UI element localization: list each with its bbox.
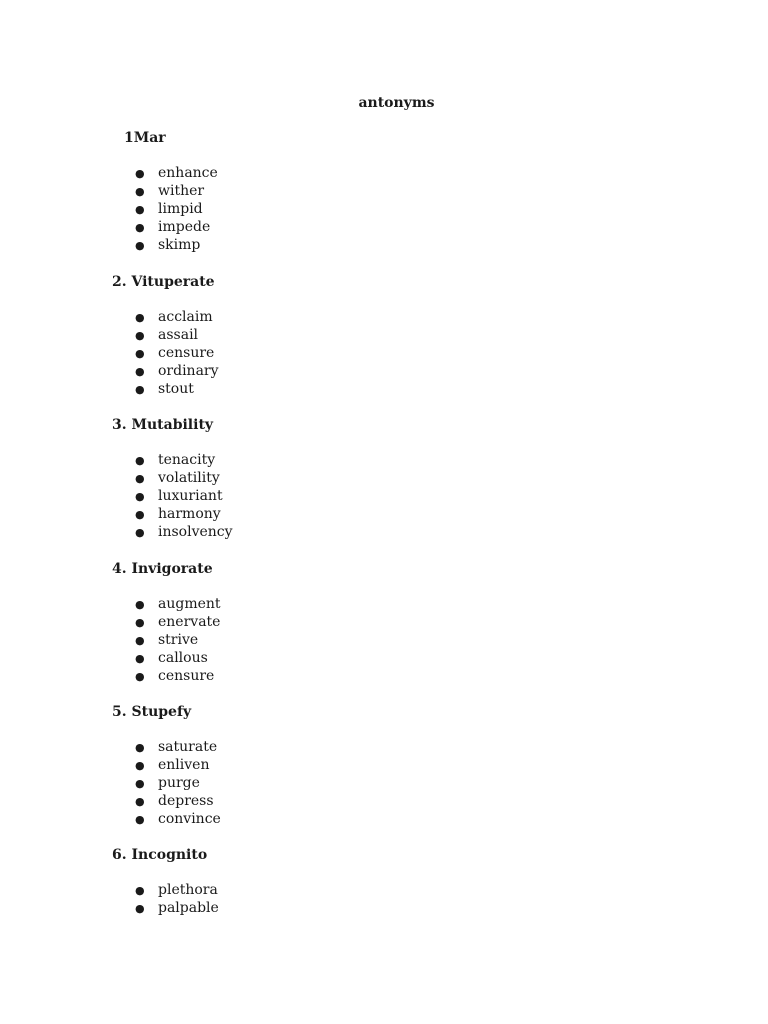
bullet: ●: [135, 346, 145, 360]
option-text: palpable: [158, 899, 219, 916]
bullet: ●: [135, 364, 145, 378]
bullet: ●: [135, 884, 145, 897]
option-text: censure: [158, 667, 215, 684]
bullet: ●: [135, 167, 145, 180]
option-text: insolvency: [158, 523, 233, 540]
bullet: ●: [135, 615, 145, 629]
option-text: augment: [158, 596, 221, 612]
option-text: volatility: [158, 469, 220, 486]
bullet: ●: [135, 812, 145, 826]
option-text: stout: [158, 380, 194, 397]
option-text: convince: [158, 810, 221, 827]
option-text: skimp: [158, 236, 201, 253]
question-heading-4: 4. Invigorate: [112, 561, 213, 577]
option-text: limpid: [158, 200, 203, 217]
bullet: ●: [135, 489, 145, 503]
option-text: ordinary: [158, 362, 219, 379]
option-text: purge: [158, 774, 200, 791]
option-text: harmony: [158, 505, 221, 522]
bullet: ●: [135, 525, 145, 539]
question-heading-1: 1Mar: [124, 130, 166, 146]
option-text: assail: [158, 326, 199, 343]
bullet: ●: [135, 238, 145, 252]
bullet: ●: [135, 901, 145, 915]
bullet: ●: [135, 651, 145, 665]
option-text: wither: [158, 182, 205, 199]
bullet: ●: [135, 202, 145, 216]
option-text: strive: [158, 631, 199, 648]
bullet: ●: [135, 794, 145, 808]
bullet: ●: [135, 454, 145, 467]
bullet: ●: [135, 184, 145, 198]
option-text: impede: [158, 218, 211, 235]
question-heading-6: 6. Incognito: [112, 847, 208, 863]
option-text: saturate: [158, 739, 218, 755]
question-heading-3: 3. Mutability: [112, 417, 214, 433]
bullet: ●: [135, 507, 145, 521]
option-text: enhance: [158, 165, 218, 181]
bullet: ●: [135, 328, 145, 342]
option-text: censure: [158, 344, 215, 361]
bullet: ●: [135, 758, 145, 772]
bullet: ●: [135, 382, 145, 396]
question-heading-5: 5. Stupefy: [112, 704, 192, 720]
question-heading-2: 2. Vituperate: [112, 274, 215, 290]
option-text: depress: [158, 792, 214, 809]
option-text: tenacity: [158, 452, 216, 468]
bullet: ●: [135, 311, 145, 324]
bullet: ●: [135, 669, 145, 683]
option-text: callous: [158, 649, 208, 666]
bullet: ●: [135, 598, 145, 611]
bullet: ●: [135, 741, 145, 754]
option-text: plethora: [158, 882, 218, 898]
option-text: enervate: [158, 613, 221, 630]
bullet: ●: [135, 633, 145, 647]
option-text: enliven: [158, 756, 210, 773]
option-text: acclaim: [158, 309, 213, 325]
option-text: luxuriant: [158, 487, 223, 504]
bullet: ●: [135, 220, 145, 234]
page-title: antonyms: [358, 95, 435, 111]
bullet: ●: [135, 776, 145, 790]
bullet: ●: [135, 471, 145, 485]
